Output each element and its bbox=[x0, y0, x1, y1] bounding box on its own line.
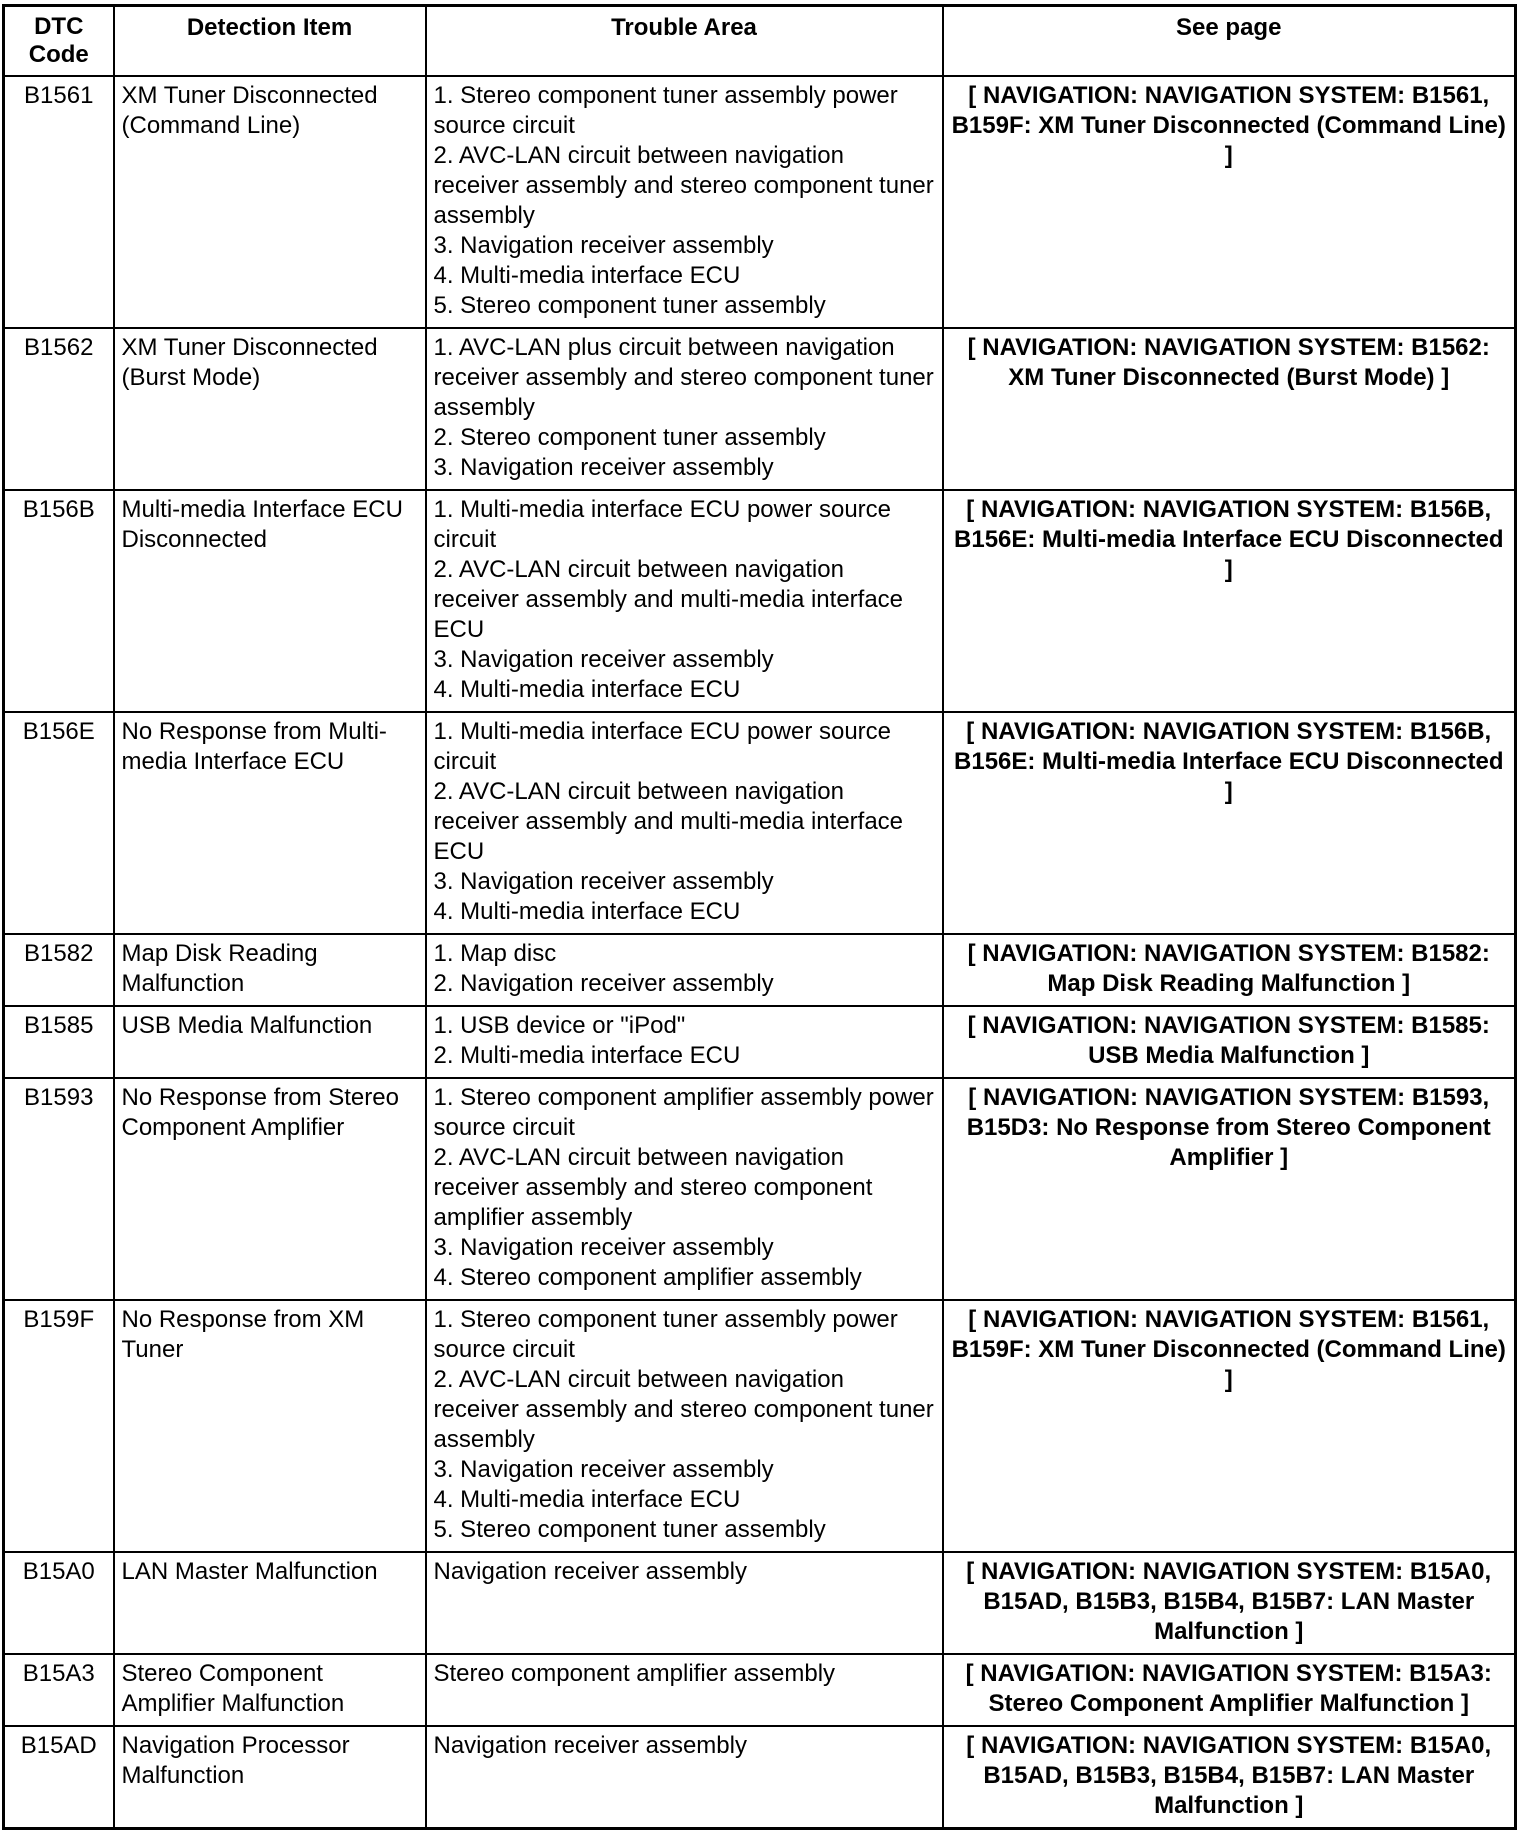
detection-item-cell: Multi-media Interface ECU Disconnected bbox=[114, 490, 426, 712]
see-page-link[interactable]: [ NAVIGATION: NAVIGATION SYSTEM: B15A0, B15AD, B15B3, B15B4, B15B7: LAN Master Malfunction ] bbox=[943, 1726, 1516, 1829]
header-dtc-code: DTC Code bbox=[4, 6, 114, 77]
see-page-link[interactable]: [ NAVIGATION: NAVIGATION SYSTEM: B1593, B15D3: No Response from Stereo Component Amplifier ] bbox=[943, 1078, 1516, 1300]
trouble-area-cell bbox=[426, 1300, 943, 1552]
trouble-area-cell bbox=[426, 328, 943, 490]
table-row bbox=[4, 1006, 1516, 1078]
trouble-area-cell bbox=[426, 490, 943, 712]
trouble-area-line: 3. Navigation receiver assembly bbox=[433, 646, 774, 673]
header-trouble-area: Trouble Area bbox=[426, 6, 943, 77]
see-page-link[interactable]: [ NAVIGATION: NAVIGATION SYSTEM: B1561, B159F: XM Tuner Disconnected (Command Line) ] bbox=[943, 1300, 1516, 1552]
detection-item-cell: No Response from Stereo Component Amplifier bbox=[114, 1078, 426, 1300]
trouble-area-line: 2. Stereo component tuner assembly bbox=[433, 424, 826, 451]
dtc-code-cell: B1561 bbox=[4, 76, 114, 328]
detection-item-cell: XM Tuner Disconnected (Burst Mode) bbox=[114, 328, 426, 490]
table-row bbox=[4, 76, 1516, 328]
trouble-area-line: 1. Multi-media interface ECU power source circuit bbox=[433, 718, 892, 775]
see-page-link[interactable]: [ NAVIGATION: NAVIGATION SYSTEM: B15A3: Stereo Component Amplifier Malfunction ] bbox=[943, 1654, 1516, 1726]
trouble-area-line: 4. Multi-media interface ECU bbox=[433, 1486, 741, 1513]
dtc-code-cell: B1562 bbox=[4, 328, 114, 490]
see-page-link[interactable]: [ NAVIGATION: NAVIGATION SYSTEM: B156B, B156E: Multi-media Interface ECU Disconnected ] bbox=[943, 490, 1516, 712]
trouble-area-cell bbox=[426, 76, 943, 328]
trouble-area-line: 3. Navigation receiver assembly bbox=[433, 1456, 774, 1483]
see-page-link[interactable]: [ NAVIGATION: NAVIGATION SYSTEM: B1562: XM Tuner Disconnected (Burst Mode) ] bbox=[943, 328, 1516, 490]
table-row bbox=[4, 1726, 1516, 1829]
trouble-area-line: 3. Navigation receiver assembly bbox=[433, 454, 774, 481]
trouble-area-line: 5. Stereo component tuner assembly bbox=[433, 1516, 826, 1543]
dtc-code-cell: B15A3 bbox=[4, 1654, 114, 1726]
trouble-area-cell bbox=[426, 934, 943, 1006]
dtc-code-cell: B156B bbox=[4, 490, 114, 712]
header-row bbox=[4, 6, 1516, 77]
header-detection-item: Detection Item bbox=[114, 6, 426, 77]
see-page-link[interactable]: [ NAVIGATION: NAVIGATION SYSTEM: B156B, B156E: Multi-media Interface ECU Disconnected ] bbox=[943, 712, 1516, 934]
trouble-area-line: 2. Multi-media interface ECU bbox=[433, 1042, 741, 1069]
trouble-area-line: 1. Stereo component tuner assembly power source circuit bbox=[433, 82, 898, 139]
trouble-area-line: 5. Stereo component tuner assembly bbox=[433, 292, 826, 319]
table-row bbox=[4, 712, 1516, 934]
dtc-code-cell: B1593 bbox=[4, 1078, 114, 1300]
table-row bbox=[4, 1654, 1516, 1726]
trouble-area-cell bbox=[426, 712, 943, 934]
detection-item-cell: Map Disk Reading Malfunction bbox=[114, 934, 426, 1006]
table-row bbox=[4, 1300, 1516, 1552]
trouble-area-line: 4. Multi-media interface ECU bbox=[433, 262, 741, 289]
trouble-area-line: 4. Multi-media interface ECU bbox=[433, 898, 741, 925]
detection-item-cell: Navigation Processor Malfunction bbox=[114, 1726, 426, 1829]
dtc-code-cell: B1585 bbox=[4, 1006, 114, 1078]
trouble-area-cell bbox=[426, 1006, 943, 1078]
detection-item-cell: Stereo Component Amplifier Malfunction bbox=[114, 1654, 426, 1726]
see-page-link[interactable]: [ NAVIGATION: NAVIGATION SYSTEM: B1561, B159F: XM Tuner Disconnected (Command Line) ] bbox=[943, 76, 1516, 328]
table-row bbox=[4, 328, 1516, 490]
dtc-code-cell: B159F bbox=[4, 1300, 114, 1552]
trouble-area-line: 1. Stereo component amplifier assembly power source circuit bbox=[433, 1084, 934, 1141]
trouble-area-line: 1. Map disc bbox=[433, 940, 557, 967]
table-row bbox=[4, 934, 1516, 1006]
trouble-area-line: 2. AVC-LAN circuit between navigation receiver assembly and multi-media interface ECU bbox=[433, 556, 904, 643]
trouble-area-line: 2. AVC-LAN circuit between navigation receiver assembly and multi-media interface ECU bbox=[433, 778, 904, 865]
trouble-area-cell bbox=[426, 1078, 943, 1300]
trouble-area-cell bbox=[426, 1552, 943, 1654]
trouble-area-line: 3. Navigation receiver assembly bbox=[433, 868, 774, 895]
table-row bbox=[4, 1078, 1516, 1300]
dtc-code-cell: B15AD bbox=[4, 1726, 114, 1829]
trouble-area-line: 2. AVC-LAN circuit between navigation receiver assembly and stereo component tuner assembly bbox=[433, 142, 934, 229]
dtc-code-cell: B15A0 bbox=[4, 1552, 114, 1654]
trouble-area-line: 2. Navigation receiver assembly bbox=[433, 970, 774, 997]
trouble-area-cell bbox=[426, 1654, 943, 1726]
trouble-area-line: Navigation receiver assembly bbox=[433, 1732, 747, 1759]
detection-item-cell: No Response from XM Tuner bbox=[114, 1300, 426, 1552]
see-page-link[interactable]: [ NAVIGATION: NAVIGATION SYSTEM: B15A0, B15AD, B15B3, B15B4, B15B7: LAN Master Malfunction ] bbox=[943, 1552, 1516, 1654]
trouble-area-line: Navigation receiver assembly bbox=[433, 1558, 747, 1585]
trouble-area-line: 3. Navigation receiver assembly bbox=[433, 1234, 774, 1261]
trouble-area-line: 1. AVC-LAN plus circuit between navigation receiver assembly and stereo component tuner assembly bbox=[433, 334, 934, 421]
trouble-area-cell bbox=[426, 1726, 943, 1829]
trouble-area-line: 4. Stereo component amplifier assembly bbox=[433, 1264, 862, 1291]
trouble-area-line: 2. AVC-LAN circuit between navigation receiver assembly and stereo component amplifier assembly bbox=[433, 1144, 873, 1231]
trouble-area-line: Stereo component amplifier assembly bbox=[433, 1660, 836, 1687]
dtc-code-cell: B156E bbox=[4, 712, 114, 934]
trouble-area-line: 4. Multi-media interface ECU bbox=[433, 676, 741, 703]
detection-item-cell: XM Tuner Disconnected (Command Line) bbox=[114, 76, 426, 328]
detection-item-cell: LAN Master Malfunction bbox=[114, 1552, 426, 1654]
dtc-table bbox=[2, 4, 1517, 1830]
table-row bbox=[4, 1552, 1516, 1654]
detection-item-cell: USB Media Malfunction bbox=[114, 1006, 426, 1078]
table-row bbox=[4, 490, 1516, 712]
trouble-area-line: 2. AVC-LAN circuit between navigation receiver assembly and stereo component tuner assembly bbox=[433, 1366, 934, 1453]
detection-item-cell: No Response from Multi-media Interface ECU bbox=[114, 712, 426, 934]
see-page-link[interactable]: [ NAVIGATION: NAVIGATION SYSTEM: B1582: Map Disk Reading Malfunction ] bbox=[943, 934, 1516, 1006]
header-see-page: See page bbox=[943, 6, 1516, 77]
trouble-area-line: 1. Stereo component tuner assembly power source circuit bbox=[433, 1306, 898, 1363]
dtc-code-cell: B1582 bbox=[4, 934, 114, 1006]
see-page-link[interactable]: [ NAVIGATION: NAVIGATION SYSTEM: B1585: USB Media Malfunction ] bbox=[943, 1006, 1516, 1078]
trouble-area-line: 3. Navigation receiver assembly bbox=[433, 232, 774, 259]
trouble-area-line: 1. Multi-media interface ECU power source circuit bbox=[433, 496, 892, 553]
trouble-area-line: 1. USB device or "iPod" bbox=[433, 1012, 686, 1039]
